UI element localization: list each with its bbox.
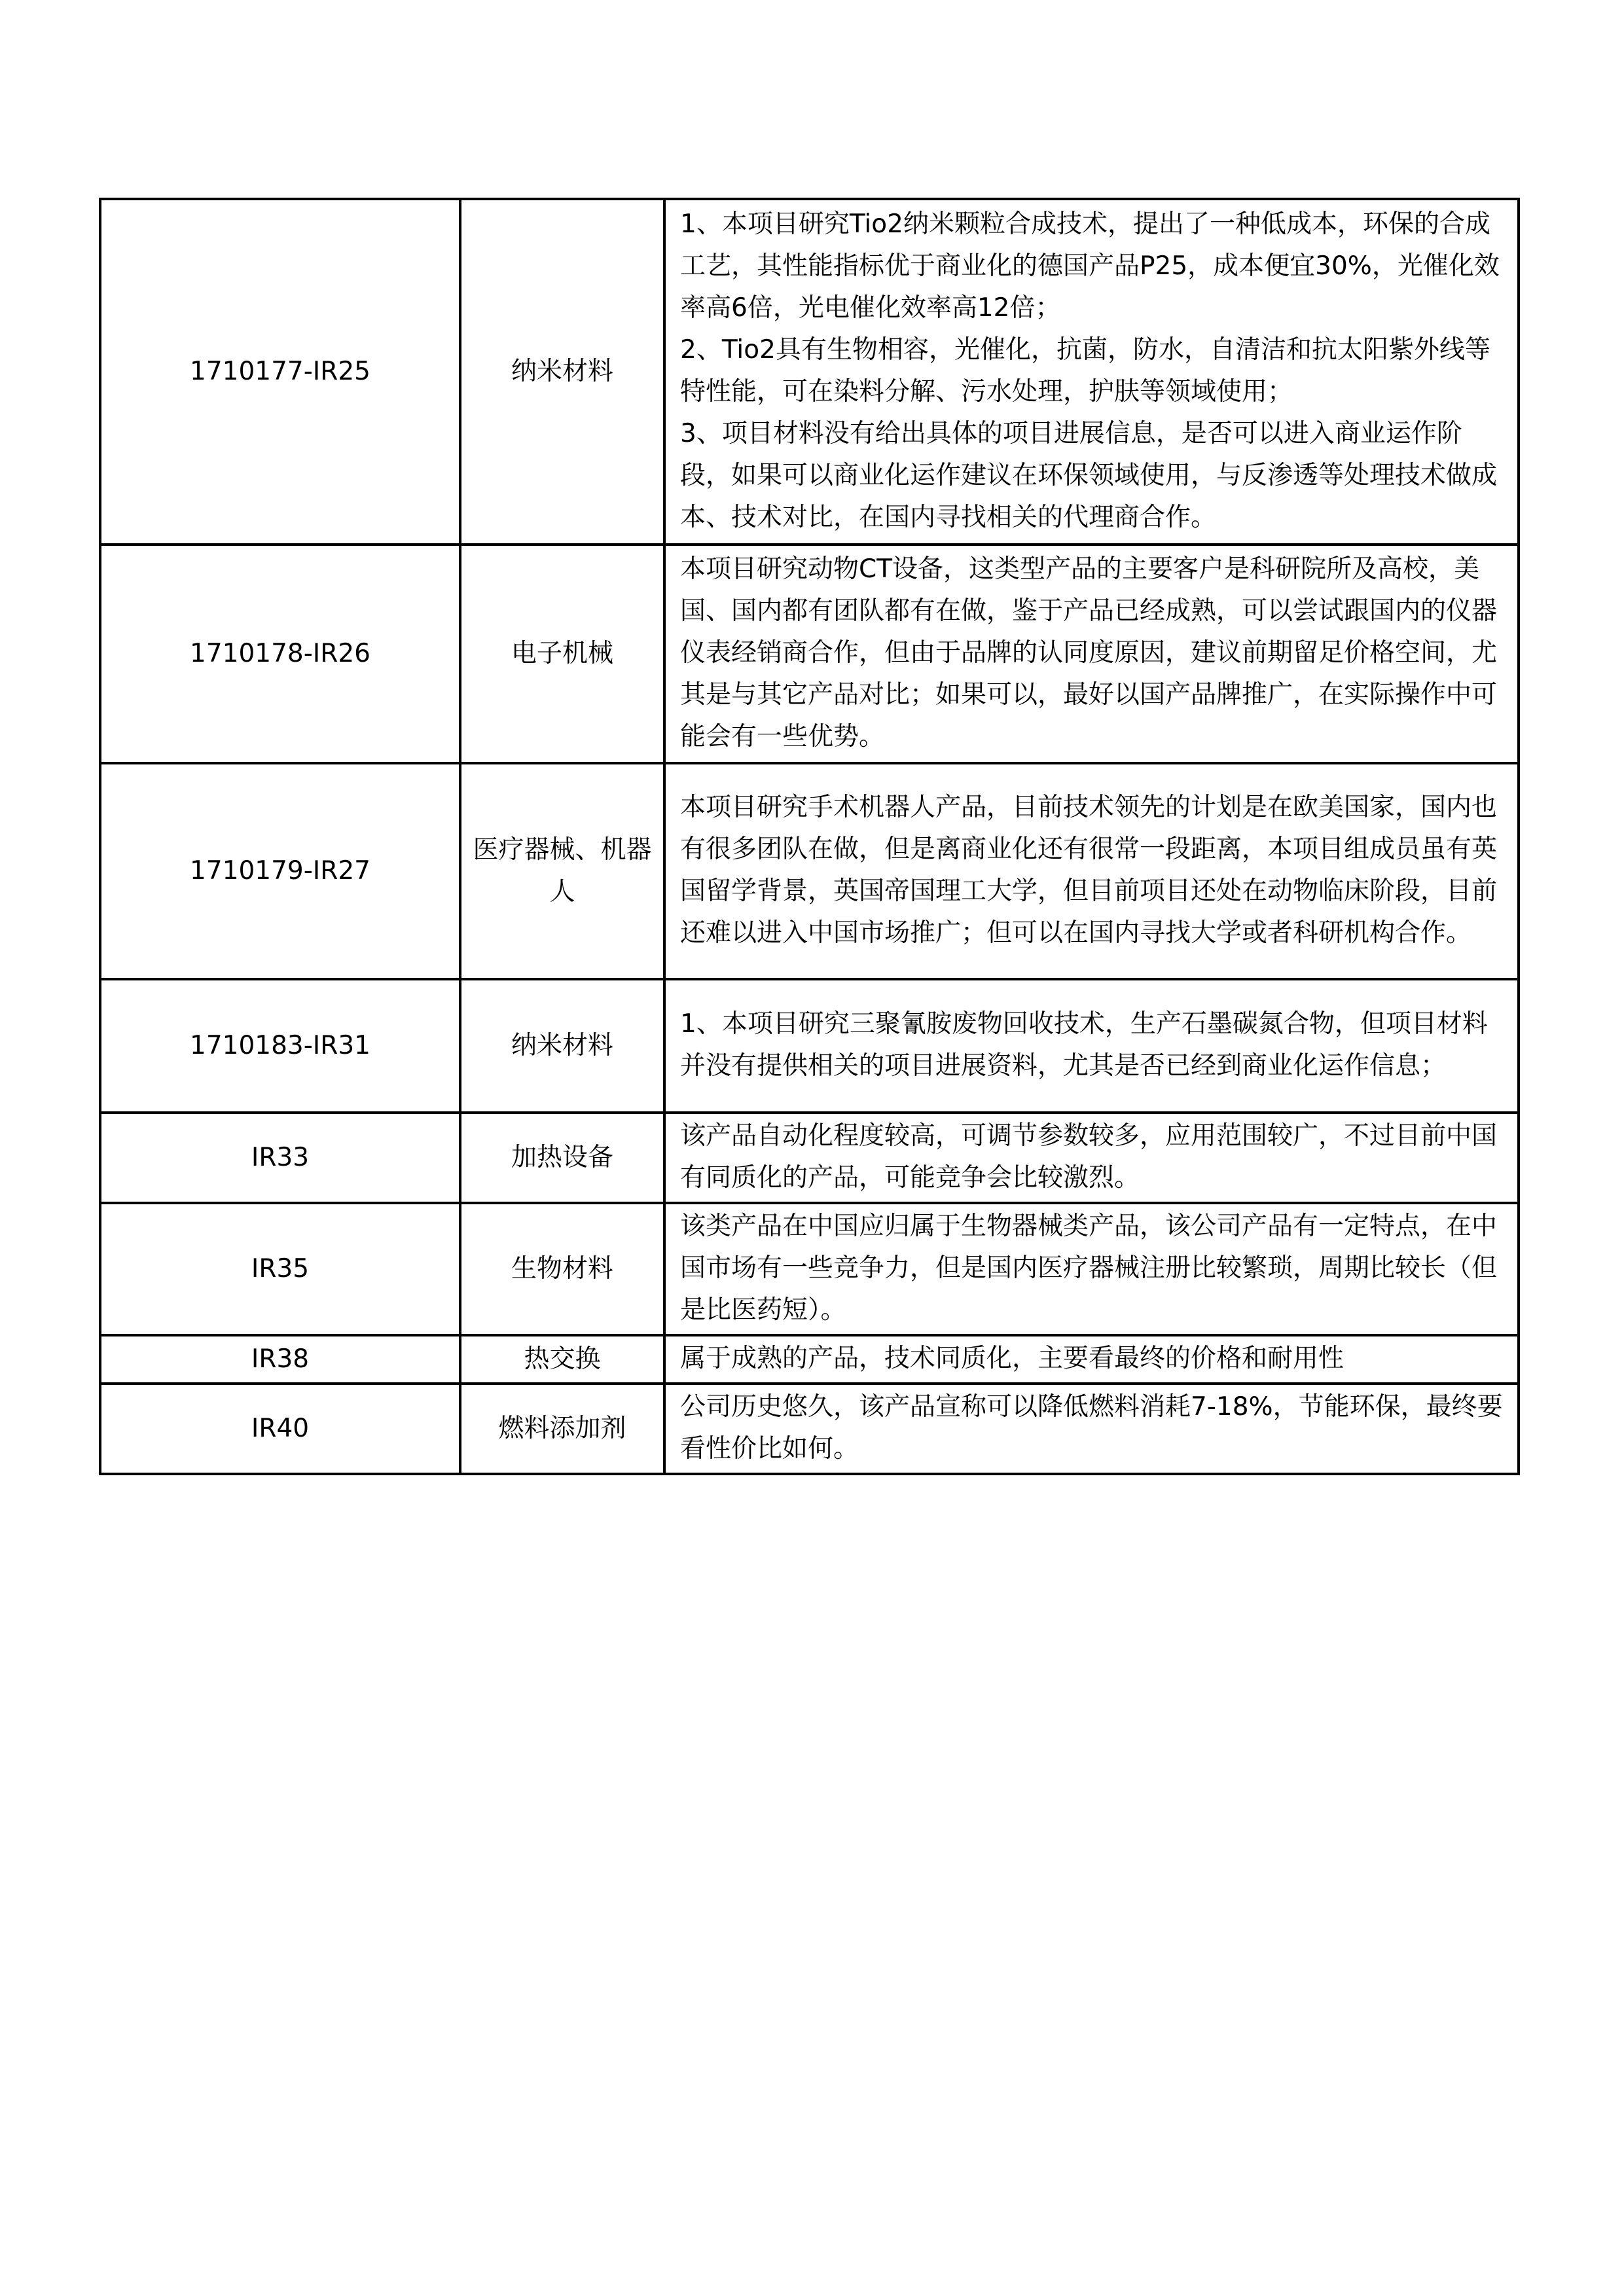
comment-paragraph: 该产品自动化程度较高，可调节参数较多，应用范围较广，不过目前中国有同质化的产品，可能竞争会比较激烈。 (680, 1121, 1498, 1193)
project-id-cell: IR40 (100, 1384, 460, 1474)
table-row (100, 763, 1519, 979)
comment-paragraph: 1、本项目研究三聚氰胺废物回收技术，生产石墨碳氮合物，但项目材料并没有提供相关的项目进展资料，尤其是否已经到商业化运作信息； (680, 1009, 1488, 1081)
comment-cell (664, 545, 1519, 763)
table-row (100, 1384, 1519, 1474)
comment-paragraph: 1、本项目研究Tio2纳米颗粒合成技术，提出了一种低成本，环保的合成工艺，其性能指标优于商业化的德国产品P25，成本便宜30%，光催化效率高6倍，光电催化效率高12倍； (680, 209, 1500, 323)
comment-cell (664, 763, 1519, 979)
comment-paragraph: 本项目研究动物CT设备，这类型产品的主要客户是科研院所及高校，美国、国内都有团队都有在做，鉴于产品已经成熟，可以尝试跟国内的仪器仪表经销商合作，但由于品牌的认同度原因，建议前期留足价格空间，尤其是与其它产品对比；如果可以，最好以国产品牌推广，在实际操作中可能会有一些优势。 (680, 554, 1498, 751)
table-row (100, 979, 1519, 1113)
project-id-cell: 1710177-IR25 (100, 199, 460, 545)
comment-cell (664, 1384, 1519, 1474)
comment-cell (664, 199, 1519, 545)
field-cell: 电子机械 (460, 545, 664, 763)
project-review-table (99, 198, 1520, 1475)
table-row (100, 1335, 1519, 1384)
field-cell: 医疗器械、机器人 (460, 763, 664, 979)
table-row (100, 1203, 1519, 1335)
comment-paragraph: 该类产品在中国应归属于生物器械类产品，该公司产品有一定特点，在中国市场有一些竞争力，但是国内医疗器械注册比较繁琐，周期比较长（但是比医药短）。 (680, 1211, 1498, 1325)
project-id-cell: 1710183-IR31 (100, 979, 460, 1113)
comment-paragraph: 2、Tio2具有生物相容，光催化，抗菌，防水，自清洁和抗太阳紫外线等特性能，可在染料分解、污水处理，护肤等领域使用； (680, 335, 1490, 406)
table-row (100, 1113, 1519, 1203)
table-row (100, 545, 1519, 763)
field-cell: 燃料添加剂 (460, 1384, 664, 1474)
project-id-cell: 1710178-IR26 (100, 545, 460, 763)
field-cell: 生物材料 (460, 1203, 664, 1335)
project-id-cell: IR38 (100, 1335, 460, 1384)
field-cell: 加热设备 (460, 1113, 664, 1203)
comment-paragraph: 3、项目材料没有给出具体的项目进展信息，是否可以进入商业运作阶段，如果可以商业化运作建议在环保领域使用，与反渗透等处理技术做成本、技术对比，在国内寻找相关的代理商合作。 (680, 419, 1498, 532)
field-cell: 热交换 (460, 1335, 664, 1384)
field-cell: 纳米材料 (460, 979, 664, 1113)
comment-cell (664, 1203, 1519, 1335)
comment-cell (664, 979, 1519, 1113)
table-row (100, 199, 1519, 545)
comment-paragraph: 本项目研究手术机器人产品，目前技术领先的计划是在欧美国家，国内也有很多团队在做，但是离商业化还有很常一段距离，本项目组成员虽有英国留学背景，英国帝国理工大学，但目前项目还处在动物临床阶段，目前还难以进入中国市场推广；但可以在国内寻找大学或者科研机构合作。 (680, 793, 1498, 948)
comment-cell (664, 1113, 1519, 1203)
project-id-cell: IR33 (100, 1113, 460, 1203)
field-cell: 纳米材料 (460, 199, 664, 545)
comment-paragraph: 公司历史悠久，该产品宣称可以降低燃料消耗7-18%，节能环保，最终要看性价比如何。 (680, 1392, 1503, 1463)
comment-paragraph: 属于成熟的产品，技术同质化，主要看最终的价格和耐用性 (680, 1344, 1344, 1373)
project-id-cell: 1710179-IR27 (100, 763, 460, 979)
comment-cell (664, 1335, 1519, 1384)
project-id-cell: IR35 (100, 1203, 460, 1335)
